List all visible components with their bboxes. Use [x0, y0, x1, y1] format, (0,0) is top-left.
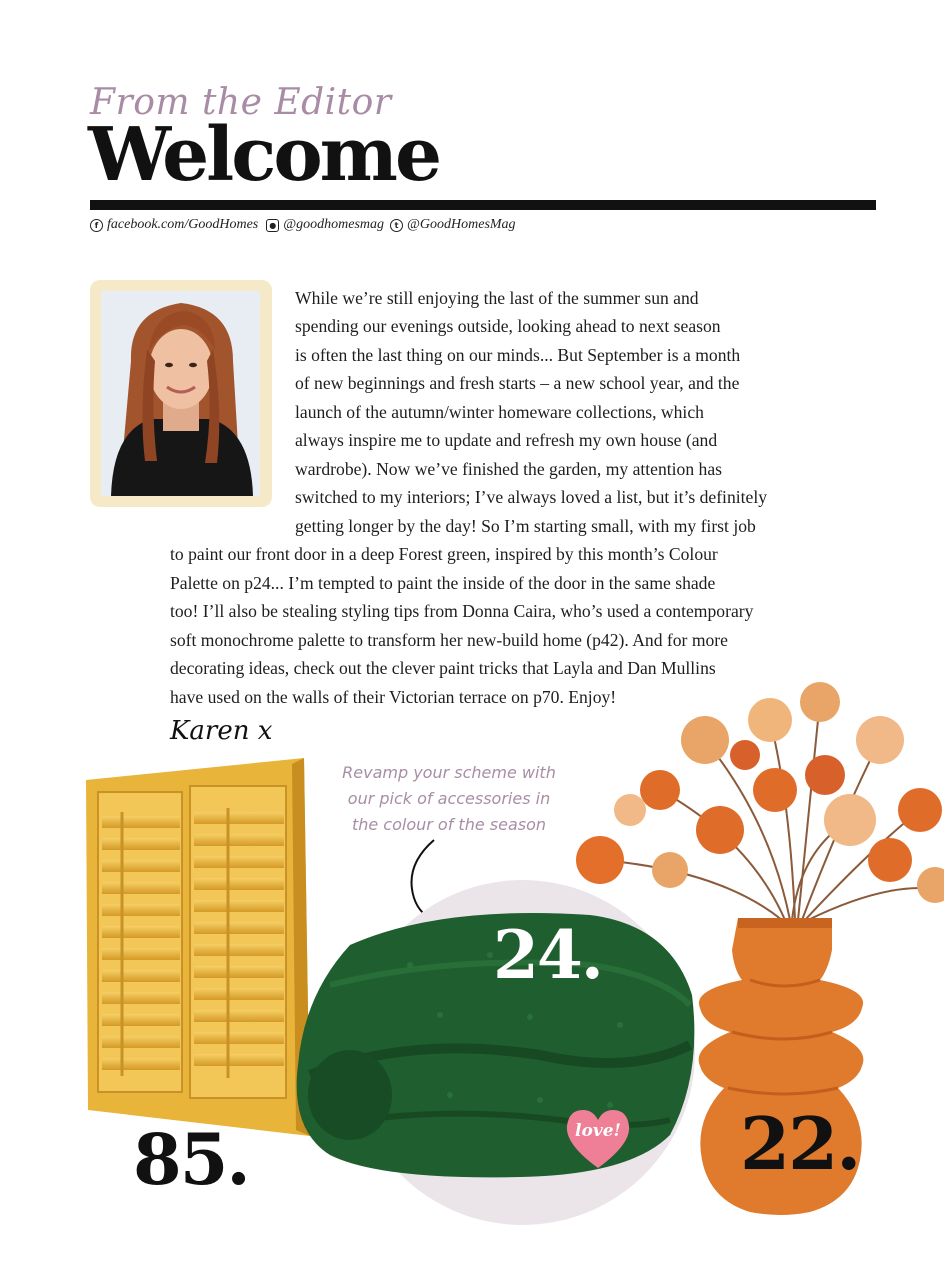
product-number-vase: 22.	[740, 1101, 860, 1186]
annotation-line: the colour of the season	[351, 815, 547, 834]
feature-annotation	[318, 760, 580, 838]
facebook-link[interactable]: facebook.com/GoodHomes	[107, 217, 259, 232]
product-number-shutters: 85.	[133, 1118, 249, 1201]
title-rule	[90, 200, 876, 210]
letter-line: While we’re still enjoying the last of the summer sun and	[295, 288, 699, 308]
letter-line: launch of the autumn/winter homeware collections, which	[295, 402, 704, 422]
shutters-image[interactable]	[82, 758, 312, 1138]
letter-line: of new beginnings and fresh starts – a new school year, and the	[295, 373, 740, 393]
letter-line: wardrobe). Now we’ve finished the garden, my attention has	[295, 459, 723, 479]
facebook-icon: f	[90, 219, 103, 232]
annotation-line: Revamp your scheme with	[342, 763, 556, 782]
annotation-line: our pick of accessories in	[347, 789, 551, 808]
letter-line: spending our evenings outside, looking ahead to next season	[295, 316, 721, 336]
letter-line: is often the last thing on our minds... But September is a month	[295, 345, 741, 365]
signature: Karen x	[170, 716, 273, 746]
editor-kicker: From the Editor	[90, 82, 392, 123]
letter-line: too! I’ll also be stealing styling tips from Donna Caira, who’s used a contemporary	[170, 601, 754, 621]
instagram-icon: ●	[266, 219, 279, 232]
editor-photo	[101, 291, 260, 496]
letter-line: soft monochrome palette to transform her new-build home (p42). And for more	[170, 630, 728, 650]
page-title: Welcome	[88, 112, 440, 198]
letter-line: decorating ideas, check out the clever paint tricks that Layla and Dan Mullins	[170, 658, 716, 678]
twitter-link[interactable]: @GoodHomesMag	[407, 217, 516, 232]
twitter-icon: t	[390, 219, 403, 232]
love-badge: love!	[575, 1121, 621, 1141]
letter-line: to paint our front door in a deep Forest green, inspired by this month’s Colour	[170, 544, 718, 564]
letter-line: Palette on p24... I’m tempted to paint the inside of the door in the same shade	[170, 573, 716, 593]
social-links	[90, 217, 516, 233]
instagram-link[interactable]: @goodhomesmag	[283, 217, 385, 232]
letter-line: getting longer by the day! So I’m starting small, with my first job	[295, 516, 756, 536]
letter-line: switched to my interiors; I’ve always loved a list, but it’s definitely	[295, 487, 768, 507]
letter-line: have used on the walls of their Victorian terrace on p70. Enjoy!	[170, 687, 617, 707]
letter-line: always inspire me to update and refresh my own house (and	[295, 430, 718, 450]
product-number-throw: 24.	[493, 916, 602, 994]
